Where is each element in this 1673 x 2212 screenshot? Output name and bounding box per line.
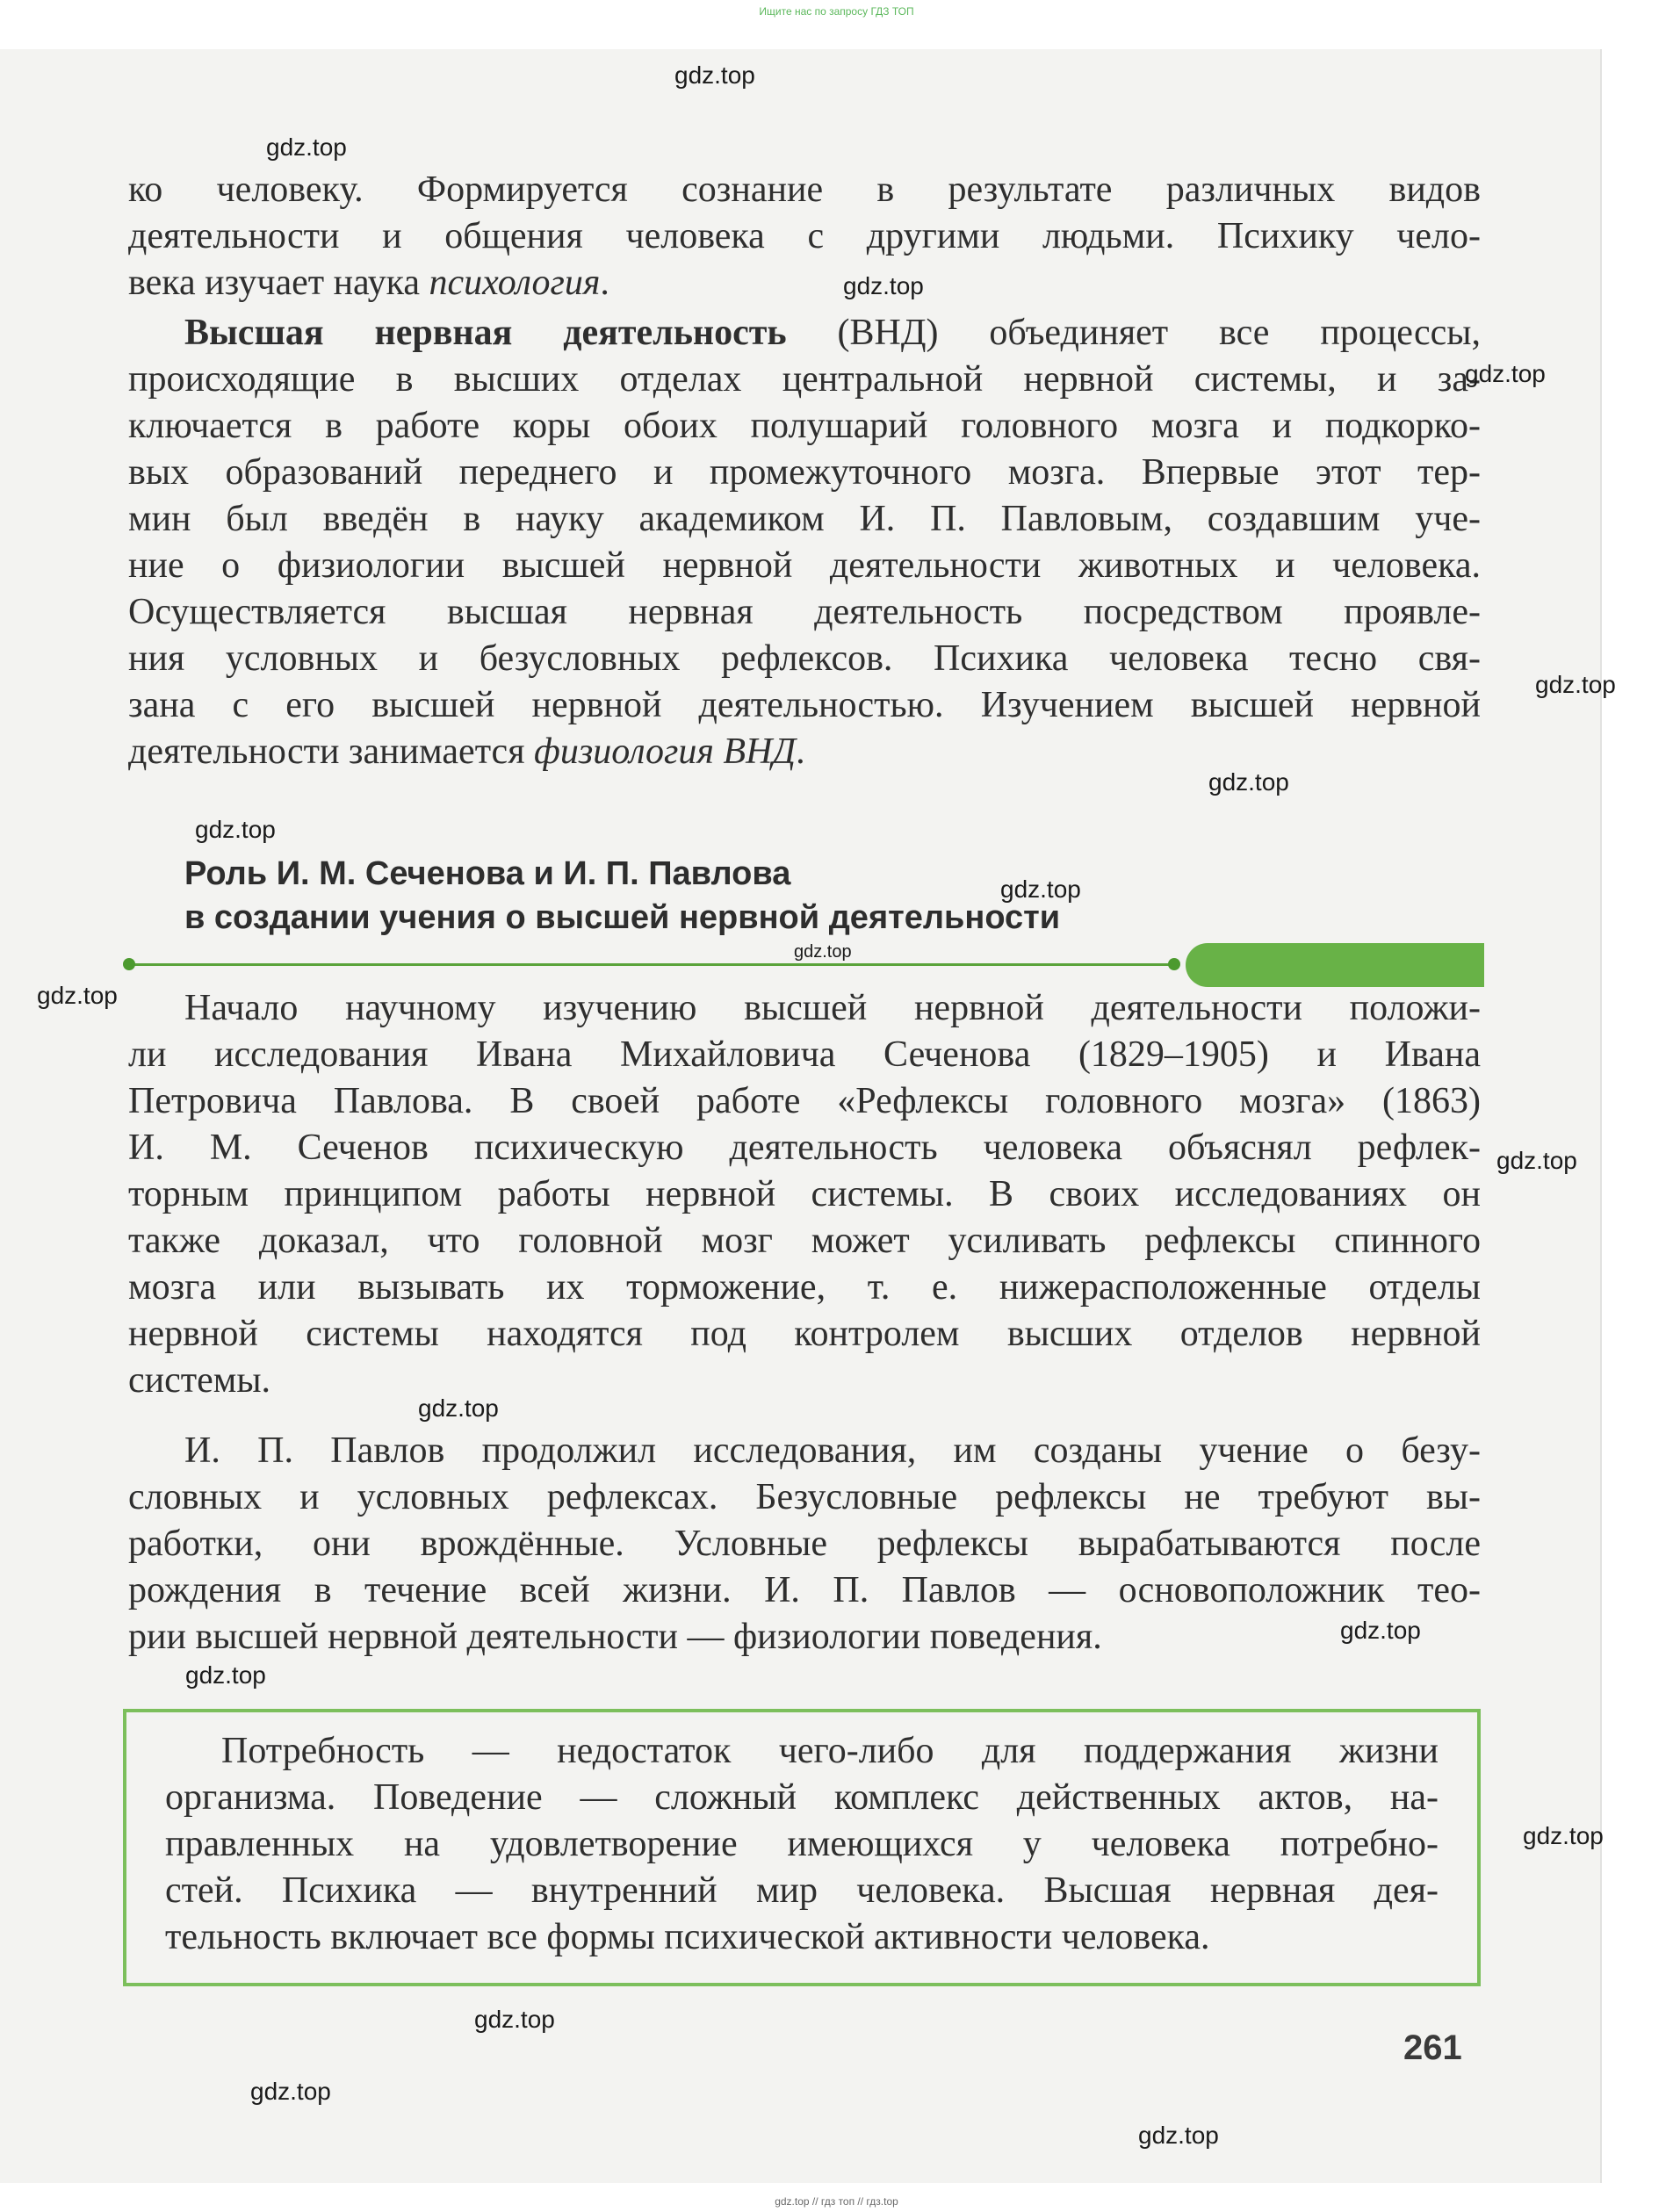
text-line: Начало научному изучению высшей нервной деятельности положи- (184, 988, 1481, 1028)
text-line: ния условных и безусловных рефлексов. Психика человека тесно свя- (128, 638, 1481, 679)
text-line: торным принципом работы нервной системы. В своих исследованиях он (128, 1174, 1481, 1214)
text-line: деятельности и общения человека с другими людьми. Психику чело- (128, 216, 1481, 256)
text-line: также доказал, что головной мозг может усиливать рефлексы спинного (128, 1221, 1481, 1261)
term-vnd-physiology: физиология ВНД (534, 731, 797, 772)
watermark: gdz.top (1535, 671, 1616, 698)
text-line: системы. (128, 1360, 271, 1401)
paragraph-sechenov (128, 985, 1481, 1404)
term-psychology: психология (429, 263, 601, 303)
watermark: gdz.top (1208, 768, 1289, 796)
text-line: деятельности занимается физиология ВНД. (128, 731, 805, 772)
text-line: рии высшей нервной деятельности — физиологии поведения. (128, 1617, 1102, 1657)
text-line: Потребность — недостаток чего-либо для поддержания жизни (221, 1731, 1439, 1771)
text-line: зана с его высшей нервной деятельностью. Изучением высшей нервной (128, 685, 1481, 725)
watermark: gdz.top (1340, 1617, 1421, 1644)
paragraph-consciousness (128, 167, 1481, 306)
watermark: gdz.top (1523, 1822, 1604, 1849)
text-line: века изучает наука психология. (128, 263, 609, 303)
text-line: нервной системы находятся под контролем высших отделов нервной (128, 1314, 1481, 1354)
text-line: мозга или вызывать их торможение, т. е. нижерасположенные отделы (128, 1267, 1481, 1308)
term-vnd: Высшая нервная деятельность (184, 313, 787, 353)
text-line: организма. Поведение — сложный комплекс действенных актов, на- (165, 1777, 1439, 1818)
watermark: gdz.top (1465, 360, 1546, 387)
text-line: словных и условных рефлексах. Безусловные рефлексы не требуют вы- (128, 1477, 1481, 1517)
paragraph-vnd-definition (128, 310, 1481, 775)
text-line: работки, они врождённые. Условные рефлексы вырабатываются после (128, 1524, 1481, 1564)
text-line: правленных на удовлетворение имеющихся у человека потребно- (165, 1824, 1439, 1864)
text-line: ли исследования Ивана Михайловича Сеченова (1829–1905) и Ивана (128, 1034, 1481, 1075)
text-line: происходящие в высших отделах центральной нервной системы, и за- (128, 359, 1481, 400)
watermark: gdz.top (37, 982, 118, 1009)
rule-dot-right (1168, 958, 1180, 970)
text-line: стей. Психика — внутренний мир человека. Высшая нервная дея- (165, 1870, 1439, 1911)
watermark: gdz.top (843, 272, 924, 299)
text-line: Петровича Павлова. В своей работе «Рефлексы головного мозга» (1863) (128, 1081, 1481, 1121)
section-heading-line: Роль И. М. Сеченова и И. П. Павлова (184, 855, 791, 892)
bottom-banner[interactable]: gdz.top // гдз топ // гдз.top (775, 2195, 898, 2208)
text-line: Осуществляется высшая нервная деятельность посредством проявле- (128, 592, 1481, 632)
text-line: тельность включает все формы психической активности человека. (165, 1917, 1210, 1957)
watermark: gdz.top (1138, 2122, 1219, 2149)
text-line: ко человеку. Формируется сознание в результате различных видов (128, 169, 1481, 210)
text-line: Высшая нервная деятельность (ВНД) объединяет все процессы, (184, 313, 1481, 353)
section-heading-line: в создании учения о высшей нервной деятельности (184, 899, 1061, 936)
definition-box (123, 1709, 1481, 1986)
section-heading (184, 852, 1326, 940)
watermark: gdz.top (1000, 875, 1081, 903)
watermark: gdz.top (266, 133, 347, 161)
watermark: gdz.top (674, 61, 755, 89)
watermark: gdz.top (794, 942, 852, 962)
watermark: gdz.top (185, 1661, 266, 1689)
text-line: мин был введён в науку академиком И. П. Павловым, создавшим уче- (128, 499, 1481, 539)
page-number: 261 (1403, 2028, 1462, 2067)
paragraph-pavlov (128, 1428, 1481, 1661)
definition-text (165, 1728, 1439, 1961)
watermark: gdz.top (195, 816, 276, 843)
text-line: И. М. Сеченов психическую деятельность человека объяснял рефлек- (128, 1128, 1481, 1168)
text-line: И. П. Павлов продолжил исследования, им созданы учение о безу- (184, 1430, 1481, 1471)
watermark: gdz.top (250, 2078, 331, 2105)
watermark: gdz.top (418, 1394, 499, 1422)
watermark: gdz.top (1496, 1147, 1577, 1174)
text-line: ключается в работе коры обоих полушарий головного мозга и подкорко- (128, 406, 1481, 446)
heading-accent-bar (1186, 943, 1484, 987)
rule-dot-left (123, 958, 135, 970)
watermark: gdz.top (474, 2006, 555, 2033)
heading-rule (128, 963, 1173, 966)
text-line: вых образований переднего и промежуточного мозга. Впервые этот тер- (128, 452, 1481, 493)
top-banner[interactable]: Ищите нас по запросу ГДЗ ТОП (759, 5, 914, 18)
text-line: ние о физиологии высшей нервной деятельности животных и человека. (128, 545, 1481, 586)
text-line: рождения в течение всей жизни. И. П. Павлов — основоположник тео- (128, 1570, 1481, 1610)
